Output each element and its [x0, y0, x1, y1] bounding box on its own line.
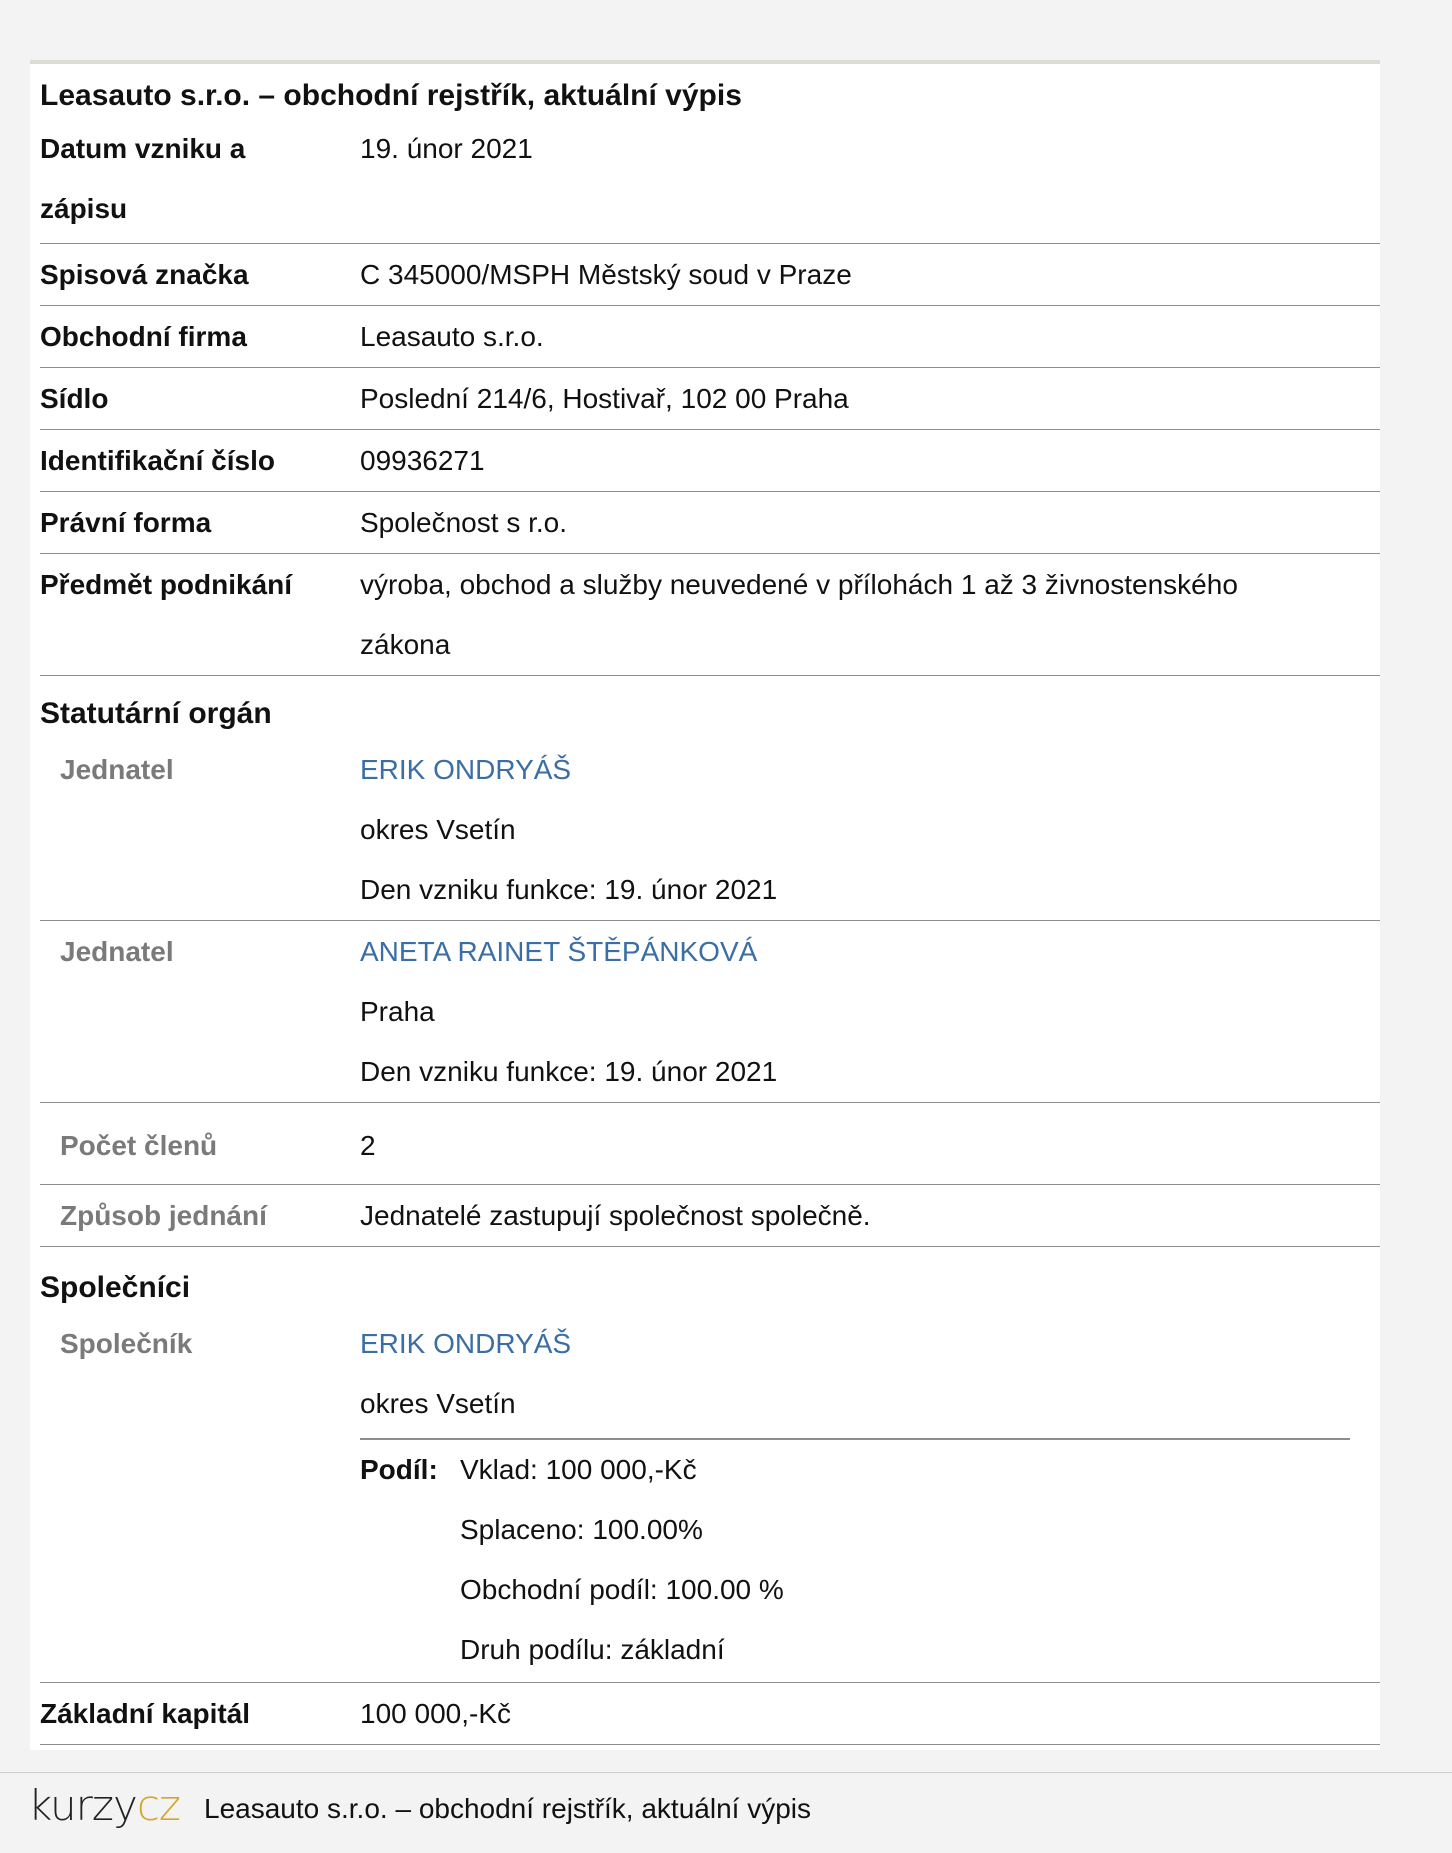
share-paid: Splaceno: 100.00%: [460, 1514, 703, 1545]
field-value: výroba, obchod a služby neuvedené v přílohách 1 až 3 živnostenského: [360, 569, 1238, 600]
share-deposit: Vklad: 100 000,-Kč: [460, 1454, 697, 1485]
field-row-datum-vzniku: [40, 119, 1380, 244]
share-label: Podíl:: [360, 1454, 438, 1485]
kurzy-logo[interactable]: [28, 1781, 180, 1830]
partner-row: [40, 1314, 1380, 1683]
member-role: Jednatel: [60, 754, 174, 785]
member-name-link[interactable]: ANETA RAINET ŠTĚPÁNKOVÁ: [360, 936, 758, 967]
field-label: zápisu: [40, 193, 128, 224]
field-value: C 345000/MSPH Městský soud v Praze: [360, 259, 852, 290]
document-sheet: [30, 60, 1380, 1750]
field-value: Leasauto s.r.o.: [360, 321, 544, 352]
page-title: Leasauto s.r.o. – obchodní rejstřík, aktuální výpis: [40, 79, 742, 112]
partner-name-link[interactable]: ERIK ONDRYÁŠ: [360, 1328, 572, 1359]
share-business: Obchodní podíl: 100.00 %: [460, 1574, 784, 1605]
field-value: 19. únor 2021: [360, 133, 533, 164]
section-heading-statutarni-organ: Statutární orgán: [40, 697, 272, 730]
field-label: Právní forma: [40, 507, 212, 538]
member-since: Den vzniku funkce: 19. únor 2021: [360, 1056, 778, 1087]
field-value: 2: [360, 1130, 376, 1161]
share-type: Druh podílu: základní: [460, 1634, 725, 1665]
field-value: 100 000,-Kč: [360, 1698, 511, 1729]
field-label: Základní kapitál: [40, 1698, 251, 1729]
logo-text-kurzy: kurzy: [28, 1781, 137, 1830]
member-role: Jednatel: [60, 936, 174, 967]
field-value: Jednatelé zastupují společnost společně.: [360, 1200, 871, 1231]
footer-bar: [0, 1772, 1452, 1853]
field-value: 09936271: [360, 445, 485, 476]
field-label: Sídlo: [40, 383, 109, 414]
field-label: Počet členů: [60, 1130, 218, 1161]
field-row-predmet-podnikani: [40, 555, 1380, 676]
section-heading-spolecnici: Společníci: [40, 1271, 191, 1304]
field-row-pocet-clenu: [40, 1104, 1380, 1185]
field-value: zákona: [360, 629, 451, 660]
field-row-ico: [40, 431, 1380, 492]
member-since: Den vzniku funkce: 19. únor 2021: [360, 874, 778, 905]
field-label: Spisová značka: [40, 259, 249, 290]
field-value: Poslední 214/6, Hostivař, 102 00 Praha: [360, 383, 849, 414]
member-name-link[interactable]: ERIK ONDRYÁŠ: [360, 754, 572, 785]
partner-role: Společník: [60, 1328, 193, 1359]
member-row: [40, 740, 1380, 921]
field-label: Obchodní firma: [40, 321, 247, 352]
field-row-sidlo: [40, 369, 1380, 430]
member-row: [40, 922, 1380, 1103]
field-label: Identifikační číslo: [40, 445, 275, 476]
logo-text-cz: cz: [136, 1781, 180, 1830]
partner-place: okres Vsetín: [360, 1388, 516, 1419]
field-row-zpusob-jednani: [40, 1186, 1380, 1247]
field-value: Společnost s r.o.: [360, 507, 568, 538]
field-label: Datum vzniku a: [40, 133, 246, 164]
field-row-pravni-forma: [40, 493, 1380, 554]
field-row-spisova-znacka: [40, 245, 1380, 306]
member-place: Praha: [360, 996, 435, 1027]
field-label: Předmět podnikání: [40, 569, 293, 600]
field-label: Způsob jednání: [60, 1200, 267, 1231]
field-row-obchodni-firma: [40, 307, 1380, 368]
member-place: okres Vsetín: [360, 814, 516, 845]
field-row-zakladni-kapital: [40, 1684, 1380, 1745]
footer-title: Leasauto s.r.o. – obchodní rejstřík, aktuální výpis: [204, 1793, 812, 1824]
